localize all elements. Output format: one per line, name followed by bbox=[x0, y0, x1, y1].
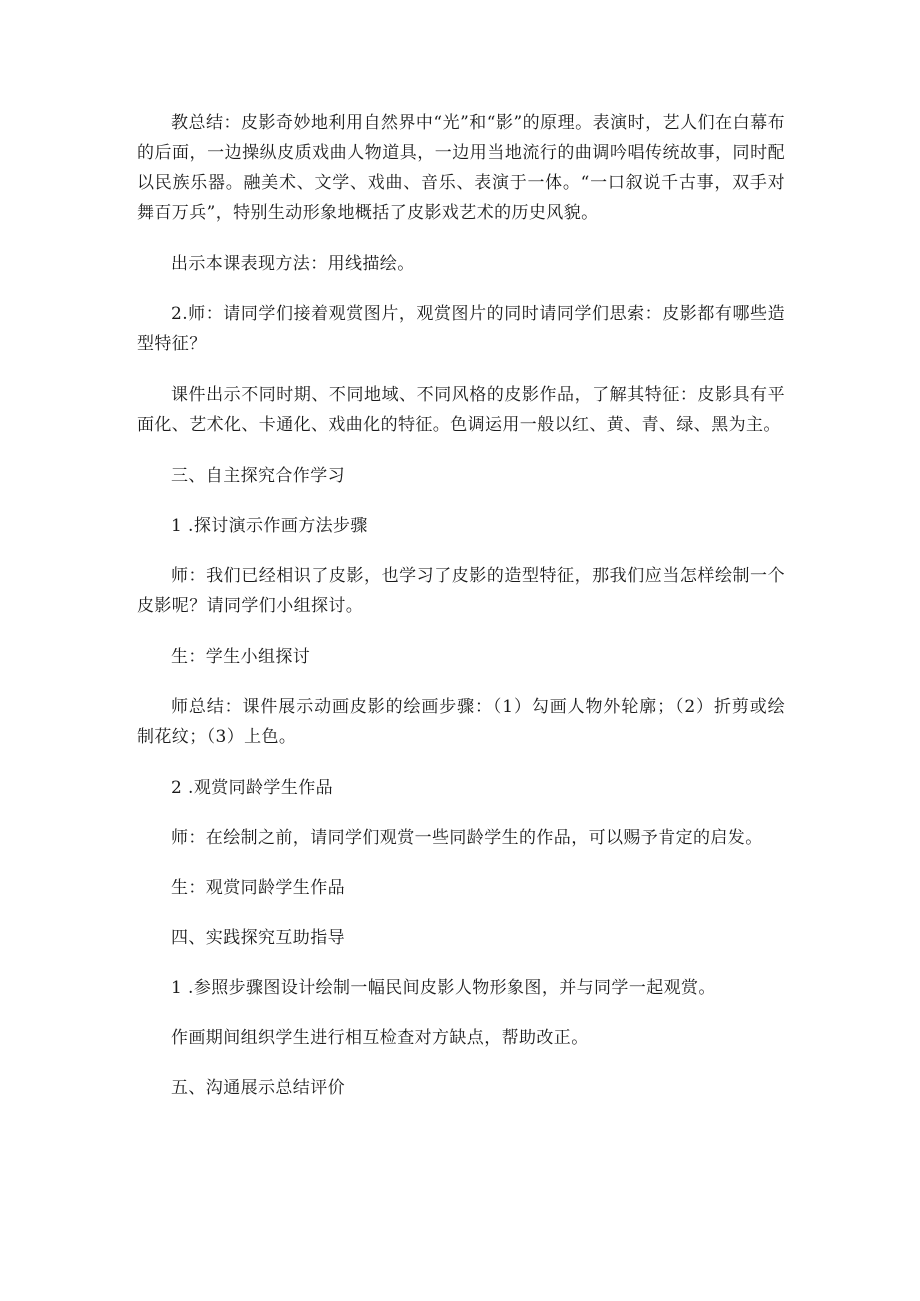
document-body bbox=[137, 108, 785, 1123]
subheading-3-1: 1 .探讨演示作画方法步骤 bbox=[171, 516, 368, 536]
paragraph-teacher-discussion: 师：我们已经相识了皮影，也学习了皮影的造型特征，那我们应当怎样绘制一个皮影呢？请同学们小组探讨。 bbox=[137, 566, 785, 616]
paragraph-peer-check: 作画期间组织学生进行相互检查对方缺点，帮助改正。 bbox=[171, 1028, 589, 1048]
paragraph-method: 出示本课表现方法：用线描绘。 bbox=[171, 254, 415, 274]
paragraph-teacher-view: 师：在绘制之前，请同学们观赏一些同龄学生的作品，可以赐予肯定的启发。 bbox=[171, 828, 763, 848]
subheading-4-1: 1 .参照步骤图设计绘制一幅民间皮影人物形象图，并与同学一起观赏。 bbox=[171, 978, 716, 998]
paragraph-question-features: 2.师：请同学们接着观赏图片，观赏图片的同时请同学们思索：皮影都有哪些造型特征？ bbox=[137, 304, 785, 354]
section-heading-4: 四、实践探究互助指导 bbox=[171, 928, 345, 948]
subheading-3-2: 2 .观赏同龄学生作品 bbox=[171, 778, 334, 798]
paragraph-teacher-summary: 教总结：皮影奇妙地利用自然界中“光”和“影”的原理。表演时，艺人们在白幕布的后面，一边操纵皮质戏曲人物道具，一边用当地流行的曲调吟唱传统故事，同时配以民族乐器。融美术、文学、戏曲、音乐、表演于一体。“一口叙说千古事，双手对舞百万兵”，特别生动形象地概括了皮影戏艺术的历史风貌。 bbox=[137, 113, 785, 223]
paragraph-features: 课件出示不同时期、不同地域、不同风格的皮影作品，了解其特征：皮影具有平面化、艺术化、卡通化、戏曲化的特征。色调运用一般以红、黄、青、绿、黑为主。 bbox=[137, 385, 785, 435]
paragraph-drawing-steps: 师总结：课件展示动画皮影的绘画步骤：（1）勾画人物外轮廓；（2）折剪或绘制花纹；（3）上色。 bbox=[137, 697, 785, 747]
section-heading-5: 五、沟通展示总结评价 bbox=[171, 1078, 345, 1098]
section-heading-3: 三、自主探究合作学习 bbox=[171, 466, 345, 486]
paragraph-student-view: 生：观赏同龄学生作品 bbox=[171, 878, 345, 898]
paragraph-student-discussion: 生：学生小组探讨 bbox=[171, 647, 311, 667]
